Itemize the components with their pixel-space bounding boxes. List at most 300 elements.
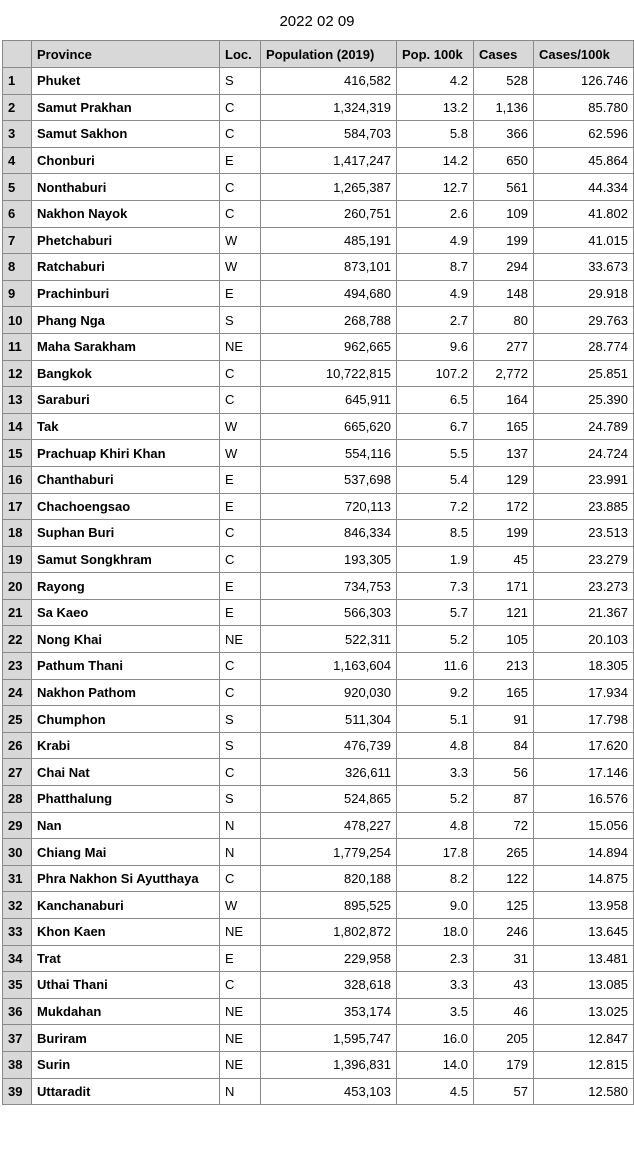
cases-cell: 84 <box>474 732 534 759</box>
pop100k-cell: 1.9 <box>397 546 474 573</box>
province-cell: Phuket <box>32 68 220 95</box>
pop100k-cell: 18.0 <box>397 919 474 946</box>
province-cases-table <box>2 40 634 1105</box>
table-row <box>3 865 634 892</box>
population-cell: 522,311 <box>261 626 397 653</box>
province-cell: Mukdahan <box>32 998 220 1025</box>
pop100k-cell: 3.3 <box>397 759 474 786</box>
cases-cell: 91 <box>474 706 534 733</box>
pop100k-cell: 2.6 <box>397 200 474 227</box>
province-cell: Uthai Thani <box>32 972 220 999</box>
header-loc: Loc. <box>220 41 261 68</box>
row-index-cell: 9 <box>3 280 32 307</box>
cases-per-100k-cell: 23.279 <box>534 546 634 573</box>
table-row <box>3 599 634 626</box>
population-cell: 962,665 <box>261 333 397 360</box>
row-index-cell: 23 <box>3 653 32 680</box>
pop100k-cell: 9.0 <box>397 892 474 919</box>
table-row <box>3 413 634 440</box>
loc-cell: S <box>220 68 261 95</box>
loc-cell: C <box>220 94 261 121</box>
province-cell: Chai Nat <box>32 759 220 786</box>
pop100k-cell: 8.7 <box>397 254 474 281</box>
cases-per-100k-cell: 23.991 <box>534 466 634 493</box>
cases-per-100k-cell: 13.645 <box>534 919 634 946</box>
row-index-cell: 3 <box>3 121 32 148</box>
population-cell: 193,305 <box>261 546 397 573</box>
province-cell: Ratchaburi <box>32 254 220 281</box>
cases-per-100k-cell: 17.146 <box>534 759 634 786</box>
loc-cell: C <box>220 865 261 892</box>
loc-cell: C <box>220 972 261 999</box>
table-header-row <box>3 41 634 68</box>
province-cell: Phang Nga <box>32 307 220 334</box>
row-index-cell: 22 <box>3 626 32 653</box>
pop100k-cell: 8.5 <box>397 520 474 547</box>
loc-cell: E <box>220 493 261 520</box>
province-cell: Chumphon <box>32 706 220 733</box>
pop100k-cell: 3.5 <box>397 998 474 1025</box>
row-index-cell: 12 <box>3 360 32 387</box>
population-cell: 584,703 <box>261 121 397 148</box>
table-row <box>3 1051 634 1078</box>
row-index-cell: 2 <box>3 94 32 121</box>
cases-cell: 72 <box>474 812 534 839</box>
cases-per-100k-cell: 14.875 <box>534 865 634 892</box>
table-row <box>3 94 634 121</box>
loc-cell: C <box>220 546 261 573</box>
cases-per-100k-cell: 85.780 <box>534 94 634 121</box>
row-index-cell: 15 <box>3 440 32 467</box>
cases-cell: 1,136 <box>474 94 534 121</box>
population-cell: 1,802,872 <box>261 919 397 946</box>
province-cell: Chiang Mai <box>32 839 220 866</box>
population-cell: 1,265,387 <box>261 174 397 201</box>
province-cell: Khon Kaen <box>32 919 220 946</box>
row-index-cell: 32 <box>3 892 32 919</box>
cases-per-100k-cell: 13.958 <box>534 892 634 919</box>
cases-per-100k-cell: 12.815 <box>534 1051 634 1078</box>
header-province: Province <box>32 41 220 68</box>
table-row <box>3 333 634 360</box>
cases-cell: 87 <box>474 786 534 813</box>
pop100k-cell: 3.3 <box>397 972 474 999</box>
cases-per-100k-cell: 126.746 <box>534 68 634 95</box>
table-row <box>3 653 634 680</box>
population-cell: 1,417,247 <box>261 147 397 174</box>
cases-cell: 80 <box>474 307 534 334</box>
population-cell: 10,722,815 <box>261 360 397 387</box>
pop100k-cell: 6.7 <box>397 413 474 440</box>
row-index-cell: 8 <box>3 254 32 281</box>
pop100k-cell: 9.6 <box>397 333 474 360</box>
province-cell: Nakhon Pathom <box>32 679 220 706</box>
cases-cell: 172 <box>474 493 534 520</box>
province-cell: Nonthaburi <box>32 174 220 201</box>
province-cell: Samut Songkhram <box>32 546 220 573</box>
loc-cell: W <box>220 413 261 440</box>
cases-cell: 366 <box>474 121 534 148</box>
cases-per-100k-cell: 23.513 <box>534 520 634 547</box>
cases-cell: 43 <box>474 972 534 999</box>
pop100k-cell: 4.8 <box>397 732 474 759</box>
population-cell: 353,174 <box>261 998 397 1025</box>
population-cell: 478,227 <box>261 812 397 839</box>
population-cell: 537,698 <box>261 466 397 493</box>
loc-cell: S <box>220 732 261 759</box>
province-cell: Surin <box>32 1051 220 1078</box>
cases-cell: 213 <box>474 653 534 680</box>
table-row <box>3 68 634 95</box>
pop100k-cell: 5.5 <box>397 440 474 467</box>
cases-cell: 57 <box>474 1078 534 1105</box>
cases-cell: 125 <box>474 892 534 919</box>
province-cell: Buriram <box>32 1025 220 1052</box>
population-cell: 524,865 <box>261 786 397 813</box>
cases-per-100k-cell: 20.103 <box>534 626 634 653</box>
loc-cell: C <box>220 174 261 201</box>
cases-cell: 129 <box>474 466 534 493</box>
loc-cell: C <box>220 387 261 414</box>
table-row <box>3 1078 634 1105</box>
cases-per-100k-cell: 15.056 <box>534 812 634 839</box>
row-index-cell: 13 <box>3 387 32 414</box>
pop100k-cell: 4.8 <box>397 812 474 839</box>
table-row <box>3 812 634 839</box>
pop100k-cell: 12.7 <box>397 174 474 201</box>
loc-cell: NE <box>220 333 261 360</box>
cases-per-100k-cell: 12.580 <box>534 1078 634 1105</box>
row-index-cell: 24 <box>3 679 32 706</box>
table-row <box>3 972 634 999</box>
loc-cell: W <box>220 254 261 281</box>
pop100k-cell: 13.2 <box>397 94 474 121</box>
province-cell: Bangkok <box>32 360 220 387</box>
loc-cell: S <box>220 786 261 813</box>
table-row <box>3 706 634 733</box>
row-index-cell: 6 <box>3 200 32 227</box>
pop100k-cell: 9.2 <box>397 679 474 706</box>
cases-per-100k-cell: 41.015 <box>534 227 634 254</box>
population-cell: 734,753 <box>261 573 397 600</box>
cases-per-100k-cell: 23.273 <box>534 573 634 600</box>
province-cell: Prachuap Khiri Khan <box>32 440 220 467</box>
pop100k-cell: 14.2 <box>397 147 474 174</box>
table-row <box>3 360 634 387</box>
cases-cell: 277 <box>474 333 534 360</box>
province-cell: Chonburi <box>32 147 220 174</box>
header-pop100k: Pop. 100k <box>397 41 474 68</box>
population-cell: 453,103 <box>261 1078 397 1105</box>
province-cell: Uttaradit <box>32 1078 220 1105</box>
cases-cell: 45 <box>474 546 534 573</box>
loc-cell: C <box>220 200 261 227</box>
cases-cell: 31 <box>474 945 534 972</box>
population-cell: 566,303 <box>261 599 397 626</box>
cases-cell: 561 <box>474 174 534 201</box>
cases-per-100k-cell: 17.934 <box>534 679 634 706</box>
row-index-cell: 34 <box>3 945 32 972</box>
province-cell: Trat <box>32 945 220 972</box>
loc-cell: E <box>220 945 261 972</box>
row-index-cell: 33 <box>3 919 32 946</box>
row-index-cell: 5 <box>3 174 32 201</box>
population-cell: 326,611 <box>261 759 397 786</box>
table-row <box>3 387 634 414</box>
pop100k-cell: 107.2 <box>397 360 474 387</box>
loc-cell: C <box>220 520 261 547</box>
province-cell: Maha Sarakham <box>32 333 220 360</box>
population-cell: 873,101 <box>261 254 397 281</box>
cases-per-100k-cell: 17.620 <box>534 732 634 759</box>
table-row <box>3 307 634 334</box>
table-row <box>3 679 634 706</box>
table-row <box>3 998 634 1025</box>
cases-cell: 199 <box>474 520 534 547</box>
cases-per-100k-cell: 17.798 <box>534 706 634 733</box>
cases-cell: 265 <box>474 839 534 866</box>
loc-cell: E <box>220 573 261 600</box>
cases-cell: 109 <box>474 200 534 227</box>
row-index-cell: 37 <box>3 1025 32 1052</box>
loc-cell: C <box>220 653 261 680</box>
province-cell: Pathum Thani <box>32 653 220 680</box>
pop100k-cell: 4.2 <box>397 68 474 95</box>
pop100k-cell: 5.2 <box>397 626 474 653</box>
cases-cell: 650 <box>474 147 534 174</box>
row-index-cell: 26 <box>3 732 32 759</box>
cases-per-100k-cell: 24.789 <box>534 413 634 440</box>
header-cases-per-100k: Cases/100k <box>534 41 634 68</box>
population-cell: 1,779,254 <box>261 839 397 866</box>
pop100k-cell: 6.5 <box>397 387 474 414</box>
cases-per-100k-cell: 25.851 <box>534 360 634 387</box>
loc-cell: W <box>220 892 261 919</box>
cases-cell: 246 <box>474 919 534 946</box>
cases-cell: 2,772 <box>474 360 534 387</box>
pop100k-cell: 5.1 <box>397 706 474 733</box>
pop100k-cell: 7.3 <box>397 573 474 600</box>
population-cell: 1,163,604 <box>261 653 397 680</box>
cases-per-100k-cell: 12.847 <box>534 1025 634 1052</box>
cases-cell: 199 <box>474 227 534 254</box>
pop100k-cell: 5.8 <box>397 121 474 148</box>
cases-cell: 179 <box>474 1051 534 1078</box>
table-row <box>3 546 634 573</box>
loc-cell: N <box>220 1078 261 1105</box>
province-cell: Chachoengsao <box>32 493 220 520</box>
pop100k-cell: 4.5 <box>397 1078 474 1105</box>
population-cell: 895,525 <box>261 892 397 919</box>
population-cell: 268,788 <box>261 307 397 334</box>
cases-per-100k-cell: 44.334 <box>534 174 634 201</box>
row-index-cell: 10 <box>3 307 32 334</box>
population-cell: 820,188 <box>261 865 397 892</box>
province-cell: Phetchaburi <box>32 227 220 254</box>
pop100k-cell: 5.7 <box>397 599 474 626</box>
province-cell: Prachinburi <box>32 280 220 307</box>
table-row <box>3 254 634 281</box>
cases-cell: 46 <box>474 998 534 1025</box>
table-row <box>3 945 634 972</box>
cases-cell: 528 <box>474 68 534 95</box>
table-row <box>3 174 634 201</box>
loc-cell: NE <box>220 1025 261 1052</box>
loc-cell: C <box>220 759 261 786</box>
row-index-cell: 20 <box>3 573 32 600</box>
population-cell: 1,595,747 <box>261 1025 397 1052</box>
table-row <box>3 1025 634 1052</box>
cases-per-100k-cell: 29.763 <box>534 307 634 334</box>
cases-cell: 205 <box>474 1025 534 1052</box>
province-cell: Phatthalung <box>32 786 220 813</box>
table-row <box>3 919 634 946</box>
population-cell: 665,620 <box>261 413 397 440</box>
pop100k-cell: 2.3 <box>397 945 474 972</box>
row-index-cell: 7 <box>3 227 32 254</box>
cases-per-100k-cell: 13.481 <box>534 945 634 972</box>
cases-cell: 165 <box>474 413 534 440</box>
loc-cell: S <box>220 706 261 733</box>
cases-per-100k-cell: 29.918 <box>534 280 634 307</box>
row-index-cell: 38 <box>3 1051 32 1078</box>
row-index-cell: 18 <box>3 520 32 547</box>
province-cell: Nan <box>32 812 220 839</box>
population-cell: 328,618 <box>261 972 397 999</box>
pop100k-cell: 5.4 <box>397 466 474 493</box>
cases-per-100k-cell: 24.724 <box>534 440 634 467</box>
province-cell: Samut Prakhan <box>32 94 220 121</box>
table-row <box>3 892 634 919</box>
cases-per-100k-cell: 28.774 <box>534 333 634 360</box>
row-index-cell: 19 <box>3 546 32 573</box>
province-cell: Phra Nakhon Si Ayutthaya <box>32 865 220 892</box>
cases-per-100k-cell: 62.596 <box>534 121 634 148</box>
cases-per-100k-cell: 21.367 <box>534 599 634 626</box>
cases-cell: 56 <box>474 759 534 786</box>
population-cell: 645,911 <box>261 387 397 414</box>
pop100k-cell: 7.2 <box>397 493 474 520</box>
loc-cell: E <box>220 147 261 174</box>
cases-cell: 171 <box>474 573 534 600</box>
province-cell: Nong Khai <box>32 626 220 653</box>
cases-per-100k-cell: 18.305 <box>534 653 634 680</box>
cases-per-100k-cell: 33.673 <box>534 254 634 281</box>
population-cell: 1,396,831 <box>261 1051 397 1078</box>
row-index-cell: 30 <box>3 839 32 866</box>
province-cell: Kanchanaburi <box>32 892 220 919</box>
table-row <box>3 227 634 254</box>
population-cell: 260,751 <box>261 200 397 227</box>
loc-cell: S <box>220 307 261 334</box>
table-body <box>3 68 634 1105</box>
table-row <box>3 147 634 174</box>
province-cell: Rayong <box>32 573 220 600</box>
table-row <box>3 573 634 600</box>
row-index-cell: 36 <box>3 998 32 1025</box>
header-cases: Cases <box>474 41 534 68</box>
cases-cell: 137 <box>474 440 534 467</box>
row-index-cell: 21 <box>3 599 32 626</box>
cases-per-100k-cell: 41.802 <box>534 200 634 227</box>
cases-cell: 165 <box>474 679 534 706</box>
row-index-cell: 35 <box>3 972 32 999</box>
population-cell: 1,324,319 <box>261 94 397 121</box>
row-index-cell: 25 <box>3 706 32 733</box>
row-index-cell: 28 <box>3 786 32 813</box>
population-cell: 416,582 <box>261 68 397 95</box>
row-index-cell: 39 <box>3 1078 32 1105</box>
loc-cell: NE <box>220 998 261 1025</box>
row-index-cell: 4 <box>3 147 32 174</box>
cases-per-100k-cell: 13.025 <box>534 998 634 1025</box>
province-cell: Krabi <box>32 732 220 759</box>
table-row <box>3 786 634 813</box>
population-cell: 846,334 <box>261 520 397 547</box>
table-row <box>3 440 634 467</box>
cases-cell: 122 <box>474 865 534 892</box>
loc-cell: E <box>220 466 261 493</box>
pop100k-cell: 4.9 <box>397 280 474 307</box>
cases-per-100k-cell: 45.864 <box>534 147 634 174</box>
loc-cell: C <box>220 121 261 148</box>
cases-per-100k-cell: 25.390 <box>534 387 634 414</box>
table-row <box>3 759 634 786</box>
row-index-cell: 11 <box>3 333 32 360</box>
population-cell: 554,116 <box>261 440 397 467</box>
province-cell: Chanthaburi <box>32 466 220 493</box>
page-title: 2022 02 09 <box>279 13 355 30</box>
pop100k-cell: 8.2 <box>397 865 474 892</box>
table-row <box>3 520 634 547</box>
loc-cell: C <box>220 360 261 387</box>
population-cell: 485,191 <box>261 227 397 254</box>
header-index <box>3 41 32 68</box>
row-index-cell: 16 <box>3 466 32 493</box>
loc-cell: E <box>220 599 261 626</box>
pop100k-cell: 14.0 <box>397 1051 474 1078</box>
pop100k-cell: 2.7 <box>397 307 474 334</box>
province-cell: Nakhon Nayok <box>32 200 220 227</box>
province-cell: Samut Sakhon <box>32 121 220 148</box>
cases-cell: 294 <box>474 254 534 281</box>
row-index-cell: 1 <box>3 68 32 95</box>
header-population: Population (2019) <box>261 41 397 68</box>
province-cell: Saraburi <box>32 387 220 414</box>
loc-cell: NE <box>220 919 261 946</box>
loc-cell: C <box>220 679 261 706</box>
table-row <box>3 466 634 493</box>
cases-cell: 164 <box>474 387 534 414</box>
row-index-cell: 27 <box>3 759 32 786</box>
population-cell: 494,680 <box>261 280 397 307</box>
loc-cell: W <box>220 440 261 467</box>
pop100k-cell: 4.9 <box>397 227 474 254</box>
population-cell: 476,739 <box>261 732 397 759</box>
pop100k-cell: 16.0 <box>397 1025 474 1052</box>
loc-cell: NE <box>220 1051 261 1078</box>
cases-per-100k-cell: 16.576 <box>534 786 634 813</box>
cases-per-100k-cell: 13.085 <box>534 972 634 999</box>
table-row <box>3 839 634 866</box>
cases-cell: 148 <box>474 280 534 307</box>
table-row <box>3 121 634 148</box>
row-index-cell: 14 <box>3 413 32 440</box>
pop100k-cell: 11.6 <box>397 653 474 680</box>
population-cell: 511,304 <box>261 706 397 733</box>
cases-cell: 121 <box>474 599 534 626</box>
cases-per-100k-cell: 23.885 <box>534 493 634 520</box>
